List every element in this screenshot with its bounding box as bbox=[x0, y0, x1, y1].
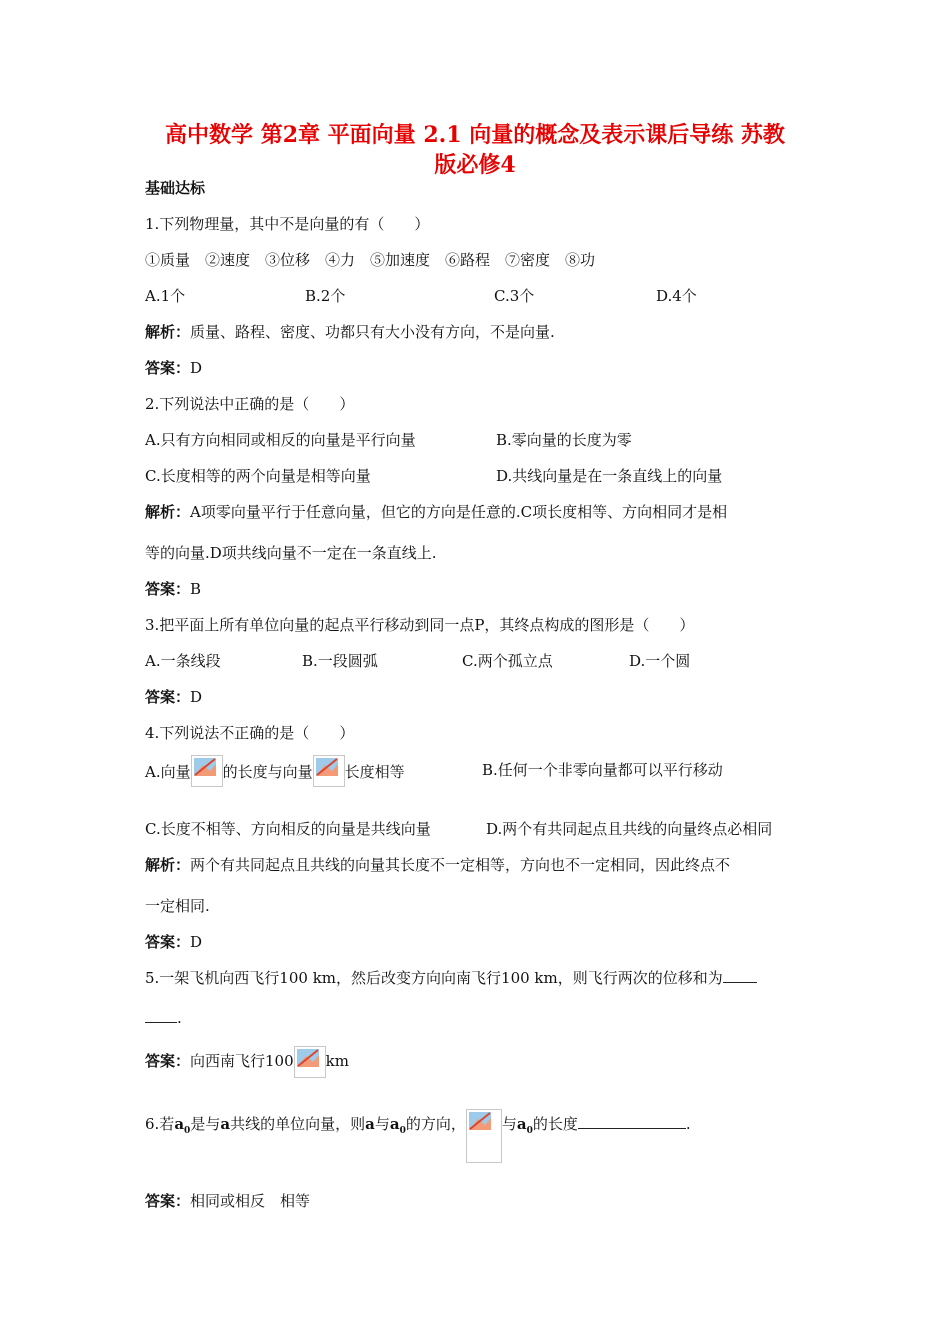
q3-option-a: A.一条线段 bbox=[145, 652, 221, 670]
q4-analysis-text-1: 两个有共同起点且共线的向量其长度不一定相等，方向也不一定相同，因此终点不 bbox=[190, 856, 731, 874]
q2-analysis-text-2: 等的向量.D项共线向量不一定在一条直线上. bbox=[145, 544, 437, 562]
vector-image-placeholder-icon bbox=[191, 755, 223, 787]
q2-analysis-text-1: A项零向量平行于任意向量，但它的方向是任意的.C项长度相等、方向相同才是相 bbox=[190, 503, 728, 521]
q4-analysis-text-2: 一定相同. bbox=[145, 897, 210, 915]
analysis-label: 解析： bbox=[145, 503, 191, 521]
q4-option-a-part-1: A.向量 bbox=[145, 763, 191, 781]
q1-stem: 1.下列物理量，其中不是向量的有（ ） bbox=[145, 215, 430, 233]
q1-option-c: C.3个 bbox=[494, 287, 535, 305]
q6-stem-part-7: 的长度 bbox=[532, 1115, 578, 1133]
q6-vector-a0-2: $a_0$ bbox=[389, 1115, 406, 1136]
q4-option-c: C.长度不相等、方向相反的向量是共线向量 bbox=[145, 820, 431, 838]
q5-stem-end: . bbox=[177, 1009, 182, 1027]
q6-stem-end: . bbox=[685, 1115, 691, 1133]
q4-answer bbox=[145, 931, 202, 952]
title-line-2: 版必修4 bbox=[434, 152, 516, 178]
q3-stem: 3.把平面上所有单位向量的起点平行移动到同一点P，其终点构成的图形是（ ） bbox=[145, 616, 695, 634]
q6-stem-part-5: 的方向， bbox=[405, 1115, 466, 1133]
q6-stem bbox=[145, 1113, 691, 1163]
q6-stem-part-2: 是与 bbox=[190, 1115, 221, 1133]
q6-vector-a: a bbox=[220, 1115, 231, 1133]
q5-answer-blank-continued bbox=[145, 1008, 177, 1023]
q6-stem-part-6: 与 bbox=[501, 1115, 517, 1133]
q2-answer-value: B bbox=[190, 580, 202, 598]
q6-vector-a-2: a bbox=[365, 1115, 375, 1133]
q1-answer-value: D bbox=[190, 359, 203, 377]
q1-analysis bbox=[145, 321, 555, 342]
q6-answer bbox=[145, 1190, 310, 1211]
q4-option-a-part-2: 的长度与向量 bbox=[222, 763, 313, 781]
q6-stem-part-4: 与 bbox=[374, 1115, 390, 1133]
title-line-1: 高中数学 第2章 平面向量 2.1 向量的概念及表示课后导练 苏教 bbox=[165, 122, 785, 148]
q3-option-b: B.一段圆弧 bbox=[302, 652, 378, 670]
analysis-label: 解析： bbox=[145, 323, 191, 341]
q4-answer-value: D bbox=[190, 933, 203, 951]
q3-answer bbox=[145, 686, 202, 707]
q3-option-d: D.一个圆 bbox=[629, 652, 691, 670]
q4-analysis bbox=[145, 854, 730, 875]
q2-option-a: A.只有方向相同或相反的向量是平行向量 bbox=[145, 431, 416, 449]
q1-option-d: D.4个 bbox=[656, 287, 697, 305]
q1-analysis-text: 质量、路程、密度、功都只有大小没有方向，不是向量. bbox=[190, 323, 555, 341]
q2-option-b: B.零向量的长度为零 bbox=[496, 431, 632, 449]
q1-items: ①质量 ②速度 ③位移 ④力 ⑤加速度 ⑥路程 ⑦密度 ⑧功 bbox=[145, 251, 596, 269]
q5-answer-part-2: km bbox=[325, 1052, 349, 1070]
q4-stem: 4.下列说法不正确的是（ ） bbox=[145, 724, 355, 742]
q2-option-d: D.共线向量是在一条直线上的向量 bbox=[496, 467, 723, 485]
q4-option-a-part-3: 长度相等 bbox=[344, 763, 405, 781]
q5-answer-blank bbox=[723, 968, 757, 983]
q1-option-a: A.1个 bbox=[145, 287, 186, 305]
q2-stem: 2.下列说法中正确的是（ ） bbox=[145, 395, 355, 413]
section-heading: 基础达标 bbox=[145, 179, 206, 197]
q5-stem-text: 5.一架飞机向西飞行100 km，然后改变方向向南飞行100 km，则飞行两次的位移和为 bbox=[145, 969, 723, 987]
q3-option-c: C.两个孤立点 bbox=[462, 652, 553, 670]
q6-vector-a0: $a_0$ bbox=[174, 1115, 191, 1136]
q4-option-b: B.任何一个非零向量都可以平行移动 bbox=[482, 761, 723, 779]
q6-answer-value: 相同或相反 相等 bbox=[190, 1192, 311, 1210]
document-title bbox=[110, 120, 840, 180]
q6-stem-part-1: 6.若 bbox=[145, 1115, 175, 1133]
q5-answer-part-1: 向西南飞行100 bbox=[190, 1052, 294, 1070]
answer-label: 答案： bbox=[145, 359, 191, 377]
q5-stem-continued bbox=[145, 1008, 182, 1027]
answer-label: 答案： bbox=[145, 933, 191, 951]
q2-option-c: C.长度相等的两个向量是相等向量 bbox=[145, 467, 371, 485]
q1-answer bbox=[145, 357, 202, 378]
q5-stem bbox=[145, 967, 757, 988]
q6-stem-part-3: 共线的单位向量，则 bbox=[230, 1115, 366, 1133]
formula-image-placeholder-icon bbox=[466, 1109, 502, 1163]
answer-label: 答案： bbox=[145, 580, 191, 598]
answer-label: 答案： bbox=[145, 1192, 191, 1210]
q4-option-a bbox=[145, 759, 405, 787]
q2-answer bbox=[145, 578, 201, 599]
answer-label: 答案： bbox=[145, 1052, 191, 1070]
q6-vector-a0-3: $a_0$ bbox=[516, 1115, 533, 1136]
vector-image-placeholder-icon bbox=[313, 755, 345, 787]
q4-option-d: D.两个有共同起点且共线的向量终点必相同 bbox=[486, 820, 773, 838]
q2-analysis bbox=[145, 501, 727, 522]
q3-answer-value: D bbox=[190, 688, 203, 706]
q1-option-b: B.2个 bbox=[305, 287, 346, 305]
sqrt-image-placeholder-icon bbox=[294, 1046, 326, 1078]
analysis-label: 解析： bbox=[145, 856, 191, 874]
q5-answer bbox=[145, 1046, 349, 1078]
answer-label: 答案： bbox=[145, 688, 191, 706]
q6-answer-blank bbox=[578, 1114, 686, 1129]
